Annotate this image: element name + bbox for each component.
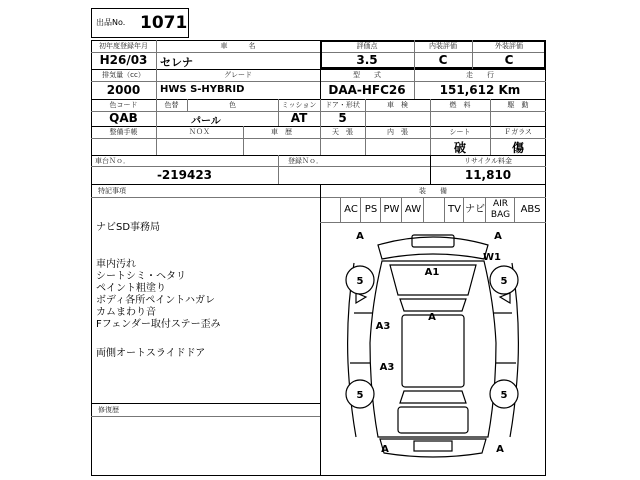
- front-glass-value: 傷: [511, 141, 524, 155]
- mission-value: AT: [290, 111, 308, 125]
- rear-bumper-shape: [380, 439, 486, 457]
- mark-left-front-door: A3: [375, 321, 391, 332]
- mark-hood: A1: [424, 267, 440, 278]
- mark-left-rear-door: A3: [379, 362, 395, 373]
- mark-front-left: A: [356, 231, 364, 242]
- car-name-label: 車 名: [220, 42, 256, 50]
- notes-item-6: Fフェンダー取付ステー歪み: [96, 319, 221, 330]
- mark-tire-rear-left: 5: [356, 390, 364, 401]
- mark-tire-front-left: 5: [356, 276, 364, 287]
- displacement-label: 排気量（cc）: [102, 71, 145, 79]
- notes-item-1: 車内汚れ: [96, 259, 136, 270]
- repair-history-header: 修復歴: [98, 406, 119, 414]
- mark-roof: A: [428, 312, 436, 323]
- doors-value: 5: [338, 111, 347, 125]
- mark-rear-left: A: [381, 444, 389, 455]
- roof-shape: [402, 315, 464, 387]
- body-outline-shape: [370, 261, 496, 437]
- equipment-header: 装 備: [419, 187, 447, 195]
- car-damage-diagram: [320, 223, 546, 476]
- color-value: パール: [191, 116, 221, 127]
- rear-window-shape: [400, 391, 466, 403]
- service-manual-label: 整備手帳: [109, 128, 138, 136]
- seat-value: 破: [453, 141, 466, 155]
- mark-windshield: W1: [483, 252, 501, 263]
- equipment-pw: PW: [381, 197, 402, 223]
- equipment-navi: ナビ: [464, 197, 486, 223]
- mileage-value: 151,612 Km: [439, 83, 521, 97]
- notes-last: 両側オートスライドドア: [96, 348, 206, 359]
- color-label: 色: [229, 101, 236, 109]
- front-bumper-shape: [378, 237, 488, 259]
- reg-no-label: 登録Ｎｏ．: [288, 157, 323, 165]
- nox-label: ＮＯＸ: [189, 128, 210, 136]
- equipment-spacer: [320, 197, 341, 223]
- equipment-blank: [424, 197, 445, 223]
- recycle-value: 11,810: [464, 168, 512, 182]
- first-reg-value: H26/03: [99, 53, 148, 67]
- mission-label: ミッション: [281, 101, 317, 109]
- history-label: 車 歴: [271, 128, 292, 136]
- headliner-label: 天 張: [332, 128, 353, 136]
- fuel-label: 燃 料: [449, 101, 471, 109]
- grade-value: HWS S-HYBRID: [160, 84, 245, 95]
- license-plate-shape: [414, 441, 452, 451]
- front-glass-label: Ｆガラス: [504, 128, 532, 136]
- color-change-label: 色替: [164, 101, 179, 109]
- equipment-row: [320, 197, 546, 223]
- chassis-label: 車台Ｎｏ．: [95, 157, 130, 165]
- mark-tire-rear-right: 5: [500, 390, 508, 401]
- model-label: 型 式: [353, 71, 381, 79]
- equipment-aw: AW: [402, 197, 424, 223]
- equipment-ps: PS: [361, 197, 381, 223]
- mileage-label: 走 行: [466, 71, 494, 79]
- exterior-grade-value: C: [504, 53, 514, 67]
- notes-item-3: ペイント粗塗り: [96, 283, 166, 294]
- notes-item-5: カムまわり音: [96, 307, 156, 318]
- mark-rear-right: A: [496, 444, 504, 455]
- lot-number-value: 1071: [140, 13, 188, 33]
- doors-label: ドア・形状: [325, 101, 360, 109]
- drive-label: 駆 動: [507, 101, 529, 109]
- notes-first: ナビSD事務局: [96, 222, 161, 233]
- color-code-value: QAB: [109, 111, 138, 125]
- recycle-label: リサイクル料金: [463, 157, 513, 165]
- interior-grade-label: 内装評価: [429, 42, 457, 50]
- interior-trim-label: 内 張: [387, 128, 408, 136]
- equipment-tv: TV: [445, 197, 464, 223]
- equipment-ac: AC: [341, 197, 361, 223]
- grade-label: グレード: [224, 71, 252, 79]
- score-value: 3.5: [356, 53, 378, 67]
- notes-item-4: ボディ各所ペイントハガレ: [96, 295, 215, 306]
- equipment-airbag: AIR BAG: [486, 197, 515, 223]
- seat-label: シート: [449, 128, 471, 136]
- displacement-value: 2000: [106, 83, 141, 97]
- car-name-value: セレナ: [160, 56, 193, 69]
- equipment-abs: ABS: [515, 197, 546, 223]
- rear-gate-shape: [398, 407, 468, 433]
- interior-grade-value: C: [438, 53, 448, 67]
- lot-number-box: [91, 8, 189, 38]
- chassis-value: -219423: [156, 168, 213, 182]
- score-label: 評価点: [356, 42, 378, 50]
- inspection-label: 車 検: [387, 101, 408, 109]
- mark-front-right: A: [494, 231, 502, 242]
- mark-tire-front-right: 5: [500, 276, 508, 287]
- lot-number-label: 出品No.: [96, 18, 126, 27]
- color-code-label: 色コード: [109, 101, 138, 109]
- model-value: DAA-HFC26: [328, 83, 406, 97]
- first-reg-label: 初年度登録年月: [99, 42, 148, 50]
- windshield-shape: [400, 299, 466, 311]
- notes-header: 特記事項: [98, 187, 126, 195]
- notes-item-2: シートシミ・ヘタリ: [96, 271, 186, 282]
- exterior-grade-label: 外装評価: [495, 42, 523, 50]
